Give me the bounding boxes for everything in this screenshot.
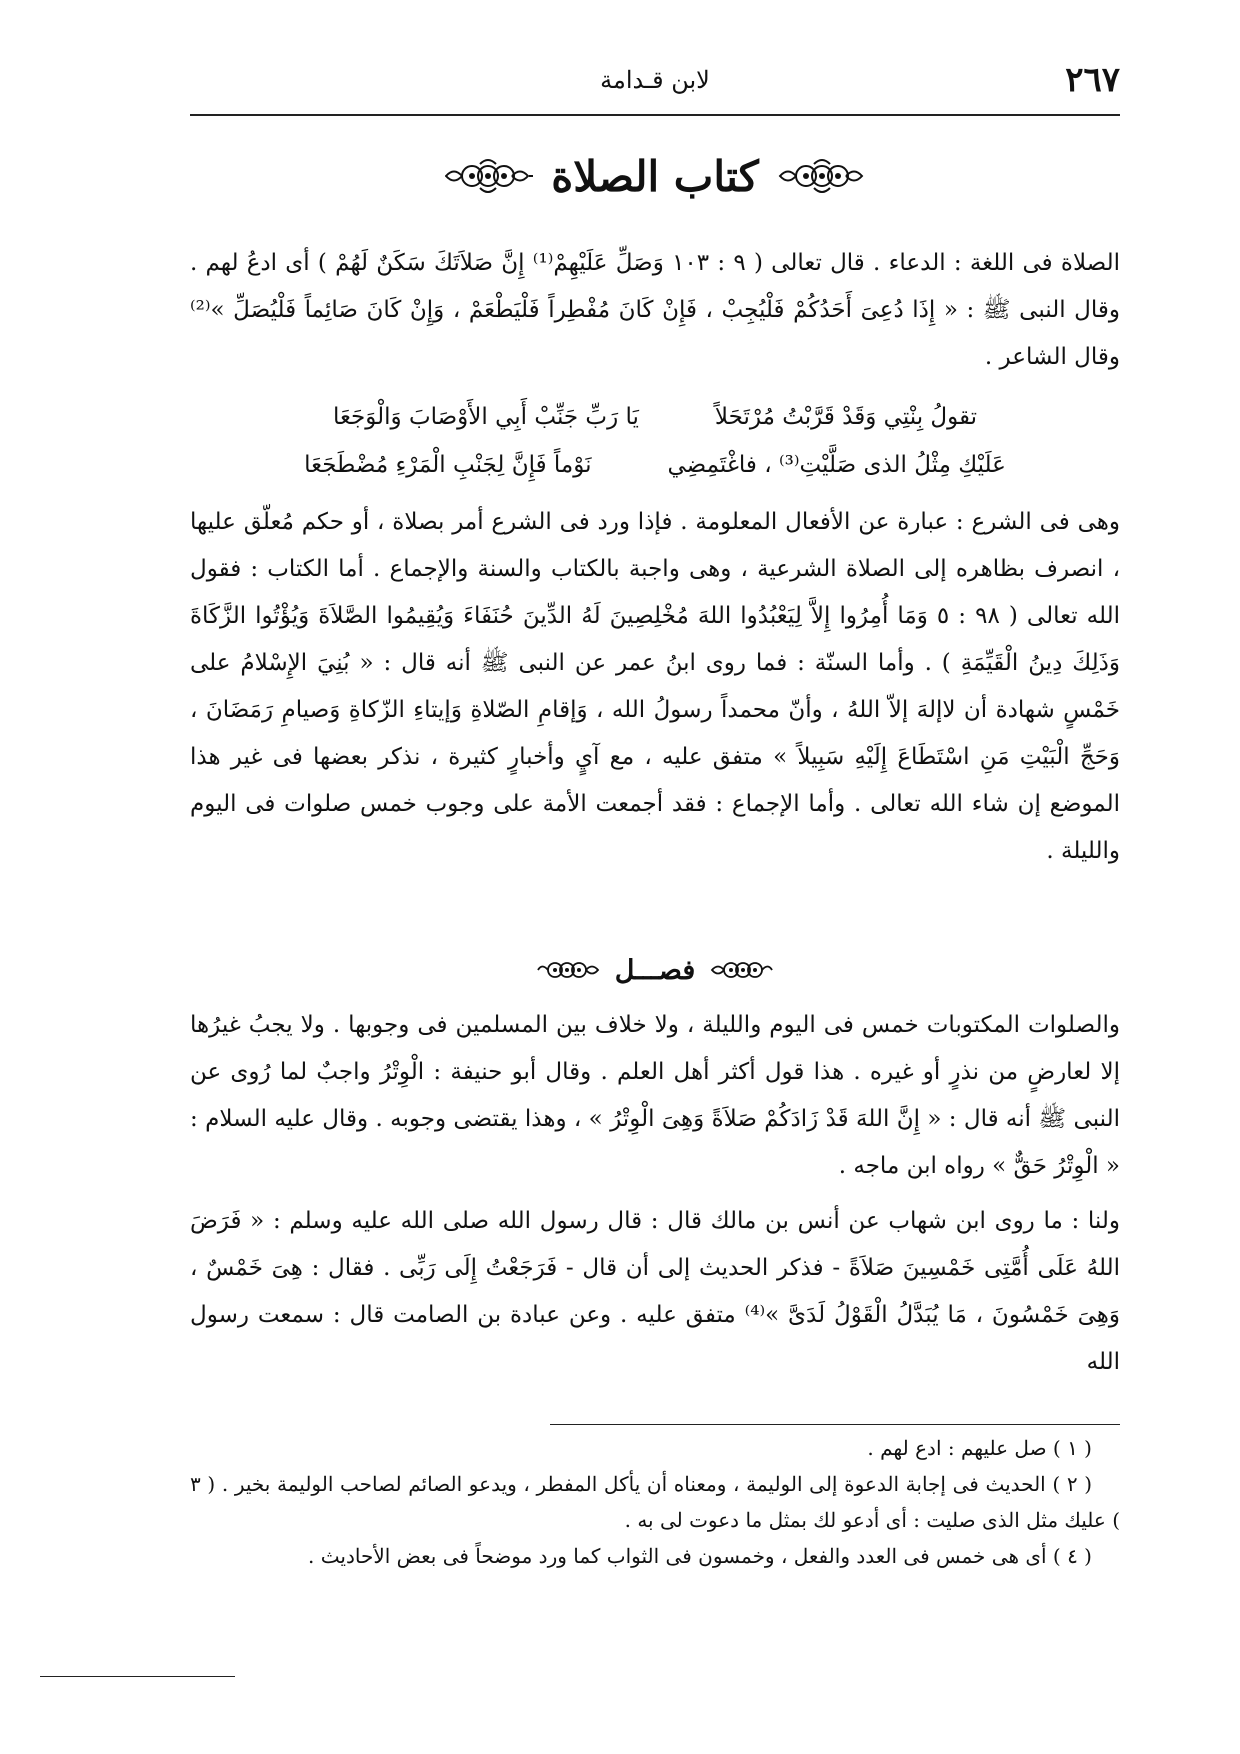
poem-second-hemistich: نَوْماً فَإِنَّ لِجَنْبِ الْمَرْءِ مُضْطَجَعَا	[304, 452, 592, 478]
poem-first-hemistich: عَلَيْكِ مِثْلُ الذى صَلَّيْتِ⁽³⁾ ، فاغْتَمِضِي	[667, 452, 1006, 478]
book-title-row	[190, 140, 1120, 212]
poem-line	[190, 393, 1120, 441]
footnotes	[190, 1430, 1120, 1574]
page-header	[190, 54, 1120, 116]
footnote: ( ١ ) صل عليهم : ادع لهم .	[867, 1436, 1092, 1460]
opening-section	[190, 240, 1120, 875]
floral-ornament-icon	[709, 955, 773, 985]
poem-first-hemistich: تقولُ بِنْتِي وَقَدْ قَرَّبْتُ مُرْتَحَلاً	[714, 404, 978, 430]
poem-second-hemistich: يَا رَبِّ جَنِّبْ أَبِي الأَوْصَابَ وَالْوَجَعَا	[332, 404, 639, 430]
footnote-divider	[550, 1424, 1120, 1425]
footnote: ( ٢ ) الحديث فى إجابة الدعوة إلى الوليمة ، ومعناه أن يأكل المفطر ، ويدعو الصائم لصاحب الوليمة بخير . ( ٣ ) عليك مثل الذى صليت : أى أدعو لك بمثل ما دعوت لى به .	[190, 1472, 1120, 1532]
chapter-section	[190, 1002, 1120, 1386]
section-heading-row	[190, 946, 1120, 994]
book-page	[190, 40, 1120, 1710]
floral-ornament-icon	[537, 955, 601, 985]
footnote: ( ٤ ) أى هى خمس فى العدد والفعل ، وخمسون فى الثواب كما ورد موضحاً فى بعض الأحاديث .	[308, 1544, 1092, 1568]
intro-paragraph: الصلاة فى اللغة : الدعاء . قال تعالى ( ٩ : ١٠٣ وَصَلِّ عَلَيْهِمْ⁽¹⁾ إِنَّ صَلاَتَكَ سَكَنٌ لَهُمْ ) أى ادعُ لهم . وقال النبى ﷺ : « إِذَا دُعِىَ أَحَدُكُمْ فَلْيُجِبْ ، فَإِنْ كَانَ مُفْطِراً فَلْيَطْعَمْ ، وَإِنْ كَانَ صَائِماً فَلْيُصَلِّ »⁽²⁾ وقال الشاعر .	[190, 250, 1121, 370]
section-paragraph-one: والصلوات المكتوبات خمس فى اليوم والليلة ، ولا خلاف بين المسلمين فى وجوبها . ولا يجبُ غيرُها إلا لعارضٍ من نذرٍ أو غيره . هذا قول أكثر أهل العلم . وقال أبو حنيفة : الْوِتْرُ واجبٌ لما رُوى عن النبى ﷺ أنه قال : « إِنَّ اللهَ قَدْ زَادَكُمْ صَلاَةً وَهِىَ الْوِتْرُ » ، وهذا يقتضى وجوبه . وقال عليه السلام : « الْوِتْرُ حَقٌّ » رواه ابن ماجه .	[190, 1012, 1120, 1179]
floral-ornament-icon	[445, 155, 533, 197]
definition-paragraph: وهى فى الشرع : عبارة عن الأفعال المعلومة . فإذا ورد فى الشرع أمر بصلاة ، أو حكم مُعلّق عليها ، انصرف بظاهره إلى الصلاة الشرعية ، وهى واجبة بالكتاب والسنة والإجماع . أما الكتاب : فقول الله تعالى ( ٩٨ : ٥ وَمَا أُمِرُوا إِلاَّ لِيَعْبُدُوا اللهَ مُخْلِصِينَ لَهُ الدِّينَ حُنَفَاءَ وَيُقِيمُوا الصَّلاَةَ وَيُؤْتُوا الزَّكَاةَ وَذَلِكَ دِينُ الْقَيِّمَةِ ) . وأما السنّة : فما روى ابنُ عمر عن النبى ﷺ أنه قال : « بُنِيَ الإِسْلامُ على خَمْسٍ شهادة أن لاإلهَ إلاّ اللهُ ، وأنّ محمداً رسولُ الله ، وَإقامِ الصّلاةِ وَإيتاءِ الزّكاةِ وَصيامِ رَمَضَانَ ، وَحَجِّ الْبَيْتِ مَنِ اسْتَطَاعَ إِلَيْهِ سَبِيلاً » متفق عليه ، مع آيٍ وأخبارٍ كثيرة ، نذكر بعضها فى غير هذا الموضع إن شاء الله تعالى . وأما الإجماع : فقد أجمعت الأمة على وجوب خمس صلوات فى اليوم والليلة .	[190, 509, 1120, 864]
running-title: لابن قـدامة	[600, 66, 710, 94]
floral-ornament-icon	[777, 155, 865, 197]
poem-block	[190, 393, 1120, 489]
book-title: كتاب الصلاة	[551, 151, 759, 201]
section-paragraph-two: ولنا : ما روى ابن شهاب عن أنس بن مالك قال : قال رسول الله صلى الله عليه وسلم : « فَرَضَ اللهُ عَلَى أُمَّتِى خَمْسِينَ صَلاَةً - فذكر الحديث إلى أن قال - فَرَجَعْتُ إِلَى رَبِّى . فقال : هِىَ خَمْسٌ ، وَهِىَ خَمْسُونَ ، مَا يُبَدَّلُ الْقَوْلُ لَدَىَّ »⁽⁴⁾ متفق عليه . وعن عبادة بن الصامت قال : سمعت رسول الله	[190, 1208, 1120, 1375]
bottom-page-rule	[40, 1676, 235, 1677]
section-title: فصـــل	[614, 954, 696, 986]
poem-line	[190, 441, 1120, 489]
page-number: ٢٦٧	[1065, 60, 1120, 100]
